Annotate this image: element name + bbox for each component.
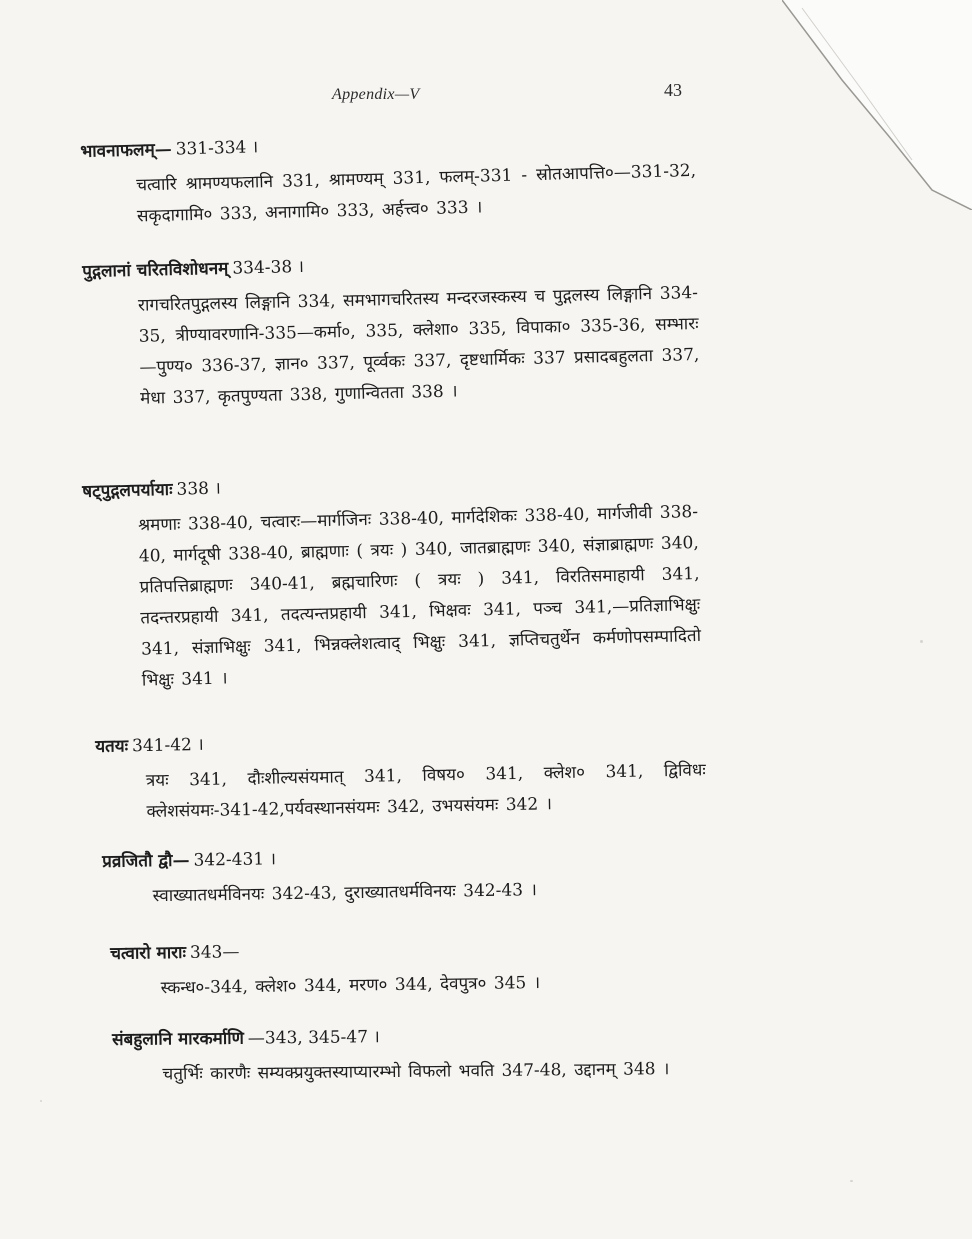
index-entry bbox=[112, 1022, 733, 1091]
heading-pages: 334-38 । bbox=[232, 256, 305, 279]
heading-pages: —343, 345-47 । bbox=[247, 1027, 380, 1049]
entry-body: त्रयः 341, दौःशील्यसंयमात् 341, विषय० 341, क्लेश० 341, द्विविधः क्लेशसंयमः-341-42,पर्यवस्थानसंयमः 342, उभयसंयमः 342 । bbox=[145, 760, 706, 823]
heading-term: पुद्गलानां चरितविशोधनम् bbox=[82, 258, 229, 282]
heading-term: संबहुलानि मारकर्माणि bbox=[112, 1028, 244, 1050]
index-entry bbox=[110, 933, 731, 1005]
index-entry bbox=[95, 723, 717, 829]
index-entry bbox=[82, 465, 707, 698]
index-entry bbox=[80, 124, 702, 234]
entry-heading bbox=[110, 933, 730, 966]
header-title: Appendix—V bbox=[332, 86, 420, 103]
heading-pages: 338 । bbox=[176, 478, 222, 500]
heading-pages: 343— bbox=[189, 942, 240, 963]
index-entry bbox=[82, 246, 705, 416]
heading-term: चत्वारो माराः bbox=[110, 942, 187, 964]
heading-term: प्रव्रजितौ द्वौ— bbox=[102, 850, 190, 872]
entry-body: चत्वारि श्रामण्यफलानि 331, श्रामण्यम् 331, फलम्-331 - स्रोतआपत्ति०—331-32, सकृदागामि० 333, अनागामि० 333, अर्हत्त्व० 333 । bbox=[135, 160, 697, 227]
heading-term: यतयः bbox=[95, 736, 129, 757]
scan-speck bbox=[920, 640, 923, 643]
entry-heading bbox=[102, 840, 722, 874]
scan-speck bbox=[850, 1180, 853, 1182]
entry-heading bbox=[82, 246, 702, 284]
heading-pages: 331-334 । bbox=[175, 137, 259, 160]
heading-term: षट्पुद्गलपर्यायाः bbox=[82, 479, 173, 502]
folded-corner-shape bbox=[782, 0, 972, 210]
heading-term: भावनाफलम्— bbox=[80, 139, 172, 162]
heading-pages: 341-42 । bbox=[131, 734, 204, 757]
entry-heading bbox=[112, 1022, 732, 1052]
entry-body: स्वाख्यातधर्मविनयः 342-43, दुराख्यातधर्मविनयः 342-43 । bbox=[152, 880, 538, 907]
page-number: 43 bbox=[664, 80, 682, 100]
folded-corner bbox=[782, 0, 972, 210]
index-entry bbox=[102, 840, 723, 913]
entry-body: चतुर्भिः कारणैः सम्यक्प्रयुक्तस्याप्यारम्भो विफलो भवति 347-48, उद्दानम् 348 । bbox=[162, 1059, 670, 1085]
entry-body: स्कन्ध०-344, क्लेश० 344, मरण० 344, देवपुत्र० 345 । bbox=[160, 972, 541, 999]
entry-body: रागचरितपुद्गलस्य लिङ्गानि 334, समभागचरितस्य मन्दरजस्कस्य च पुद्गलस्य लिङ्गानि 334-35, त्रीण्यावरणानि-335—कर्मा०, 335, क्लेशा० 335, विपाका० 335-36, सम्भारः—पुण्य० 336-37, ज्ञान० 337, पूर्व्वकः 337, दृष्टधार्मिकः 337 प्रसादबहुलता 337, मेधा 337, कृतपुण्यता 338, गुणान्वितता 338 । bbox=[137, 283, 700, 409]
heading-pages: 342-431 । bbox=[193, 849, 277, 871]
entry-body: श्रमणाः 338-40, चत्वारः—मार्गजिनः 338-40, मार्गदेशिकः 338-40, मार्गजीवी 338-40, मार्गदूषी 338-40, ब्राह्मणाः ( त्रयः ) 340, जातब्राह्मणः 340, संज्ञाब्राह्मणः 340, प्रतिपत्तिब्राह्मणः 340-41, ब्रह्मचारिणः ( त्रयः ) 341, विरतिसमाहायी 341, तदन्तरप्रहायी 341, तदत्यन्तप्रहायी 341, भिक्षवः 341, पञ्च 341,—प्रतिज्ञाभिक्षुः 341, संज्ञाभिक्षुः 341, भिन्नक्लेशत्वाद् भिक्षुः 341, ज्ञप्तिचतुर्थेन कर्मणोपसम्पादितो भिक्षुः 341 । bbox=[137, 501, 702, 691]
scan-speck bbox=[40, 1100, 42, 1102]
entry-heading bbox=[95, 723, 715, 759]
